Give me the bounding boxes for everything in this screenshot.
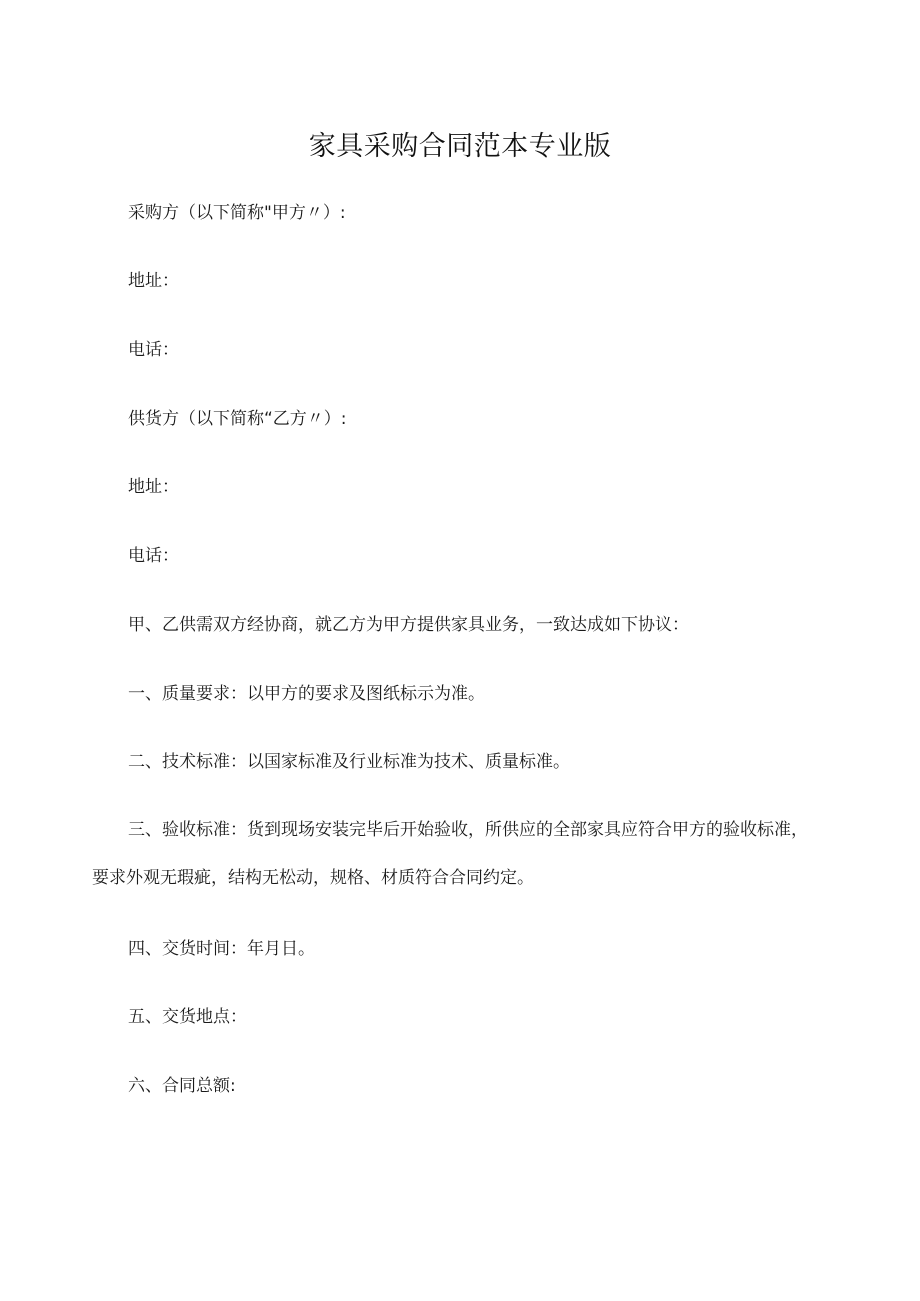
clause-delivery-location: 五、交货地点： — [128, 1007, 247, 1027]
clause-technical-standard: 二、技术标准：以国家标准及行业标准为技术、质量标准。 — [128, 752, 570, 772]
intro-paragraph: 甲、乙供需双方经协商，就乙方为甲方提供家具业务，一致达成如下协议： — [128, 615, 689, 635]
buyer-address-label: 地址： — [128, 271, 179, 291]
supplier-address-label: 地址： — [128, 477, 179, 497]
buyer-label: 采购方（以下简称"甲方〃）: — [128, 203, 346, 223]
clause-delivery-time: 四、交货时间：年月日。 — [128, 939, 315, 959]
document-title: 家具采购合同范本专业版 — [308, 131, 612, 162]
clause-acceptance-standard: 三、验收标准：货到现场安装完毕后开始验收，所供应的全部家具应符合甲方的验收标准，要求外观无瑕疵，结构无松动，规格、材质符合合同约定。 — [92, 820, 808, 888]
buyer-phone-label: 电话： — [128, 340, 179, 360]
clause-contract-total: 六、合同总额: — [128, 1076, 236, 1096]
supplier-label: 供货方（以下简称“乙方〃）: — [128, 409, 347, 429]
clause-quality: 一、质量要求：以甲方的要求及图纸标示为准。 — [128, 684, 485, 704]
supplier-phone-label: 电话： — [128, 546, 179, 566]
